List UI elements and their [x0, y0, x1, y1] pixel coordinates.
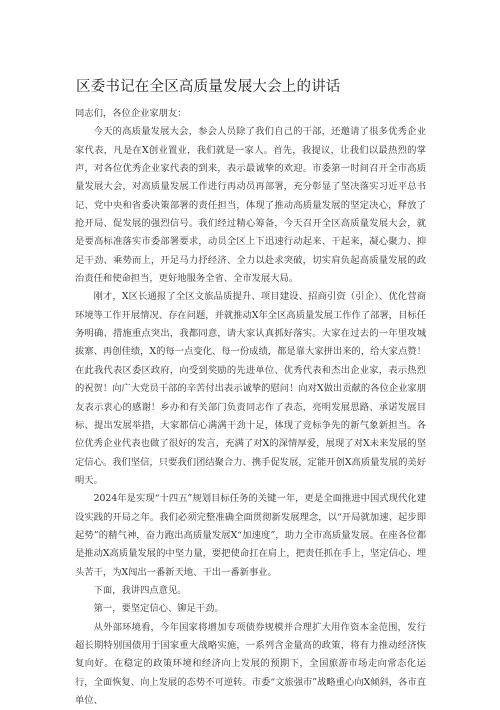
transition-paragraph: 下面，我讲四点意见。: [93, 584, 187, 596]
review-paragraph: 刚才，X区长通报了全区文旅品质提升、项目建设、招商引资（引企）、优化营商环境等工作开展情况、存在问题，并就推动X年全区高质量发展工作作了部署，目标任务明确、措施重点突出，我都同意，请大家认真抓好落实。大家在过去的一年里攻城拔寨、再创佳绩，X的每一点变化、每一份成绩，都是靠大家拼出来的，给大家点赞！在此我代表区委区政府，向受到奖励的先进单位、优秀代表和杰出企业家，表示热烈的祝贺！向广大党员干部的辛苦付出表示诚挚的慰问！向对X做出贡献的各位企业家朋友表示衷心的感谢！乡办和有关部门负责同志作了表态，亮明发展思路、承诺发展目标、提出发展举措，大家都信心满满干劲十足，体现了竞标争先的新气象新担当。各位优秀企业代表也做了很好的发言，充满了对X的深情厚爱，展现了对X未来发展的坚定信心。我们坚信，只要我们团结聚合力、携手促发展，定能开创X高质量发展的美好明天。: [75, 291, 426, 486]
section-heading-first: 第一，要坚定信心、铆足干劲。: [93, 603, 224, 615]
document-title: 区委书记在全区高质量发展大会上的讲话: [76, 79, 341, 95]
environment-paragraph: 从外部环境看，今年国家将增加专项债券规模并合理扩大用作资本金范围，发行超长期特别国债用于国家重大战略实施，一系列含金量高的政策，将有力推动经济恢复向好。在稳定的政策环境和经济向上发展的预期下，全国旅游市场走向常态化运行，全面恢复、向上发展的态势不可逆转。市委“文旅强市”战略重心向X倾斜，各市直单位、: [75, 621, 426, 706]
year-goal-paragraph: 2024年是实现“十四五”规划目标任务的关键一年，更是全面推进中国式现代化建设实践的开局之年。我们必须完整准确全面贯彻新发展理念，以“开局就加速、起步即起势”的精气神，奋力跑出高质量发展X“加速度”，助力全市高质量发展。在座各位都是推动X高质量发展的中坚力量，要把使命扛在肩上，把责任抓在手上，坚定信心、埋头苦干，为X闯出一番新天地、干出一番新事业。: [75, 493, 426, 578]
document-body: [75, 105, 426, 710]
opening-paragraph: 今天的高质量发展大会，参会人员除了我们自己的干部，还邀请了很多优秀企业家代表，凡是在X创业置业，我们就是一家人。首先，我提议，让我们以最热烈的掌声，对各位优秀企业家代表的到来，表示最诚挚的欢迎。市委第一时间召开全市高质量发展大会，对高质量发展工作进行再动员再部署，充分彰显了坚决落实习近平总书记、党中央和省委决策部署的责任担当，体现了推动高质量发展的坚定决心，释放了抢开局、促发展的强烈信号。我们经过精心筹备，今天召开全区高质量发展大会，就是要高标准落实市委部署要求，动员全区上下迅速行动起来、干起来，凝心聚力、抑足干劲、乘势而上，开足马力抒经济、全力以赴求突破，切实肩负起高质量发展的政治责任和使命担当，更好地服务全省、全市发展大局。: [75, 126, 426, 285]
salutation-paragraph: 同志们，各位企业家朋友：: [75, 108, 187, 119]
